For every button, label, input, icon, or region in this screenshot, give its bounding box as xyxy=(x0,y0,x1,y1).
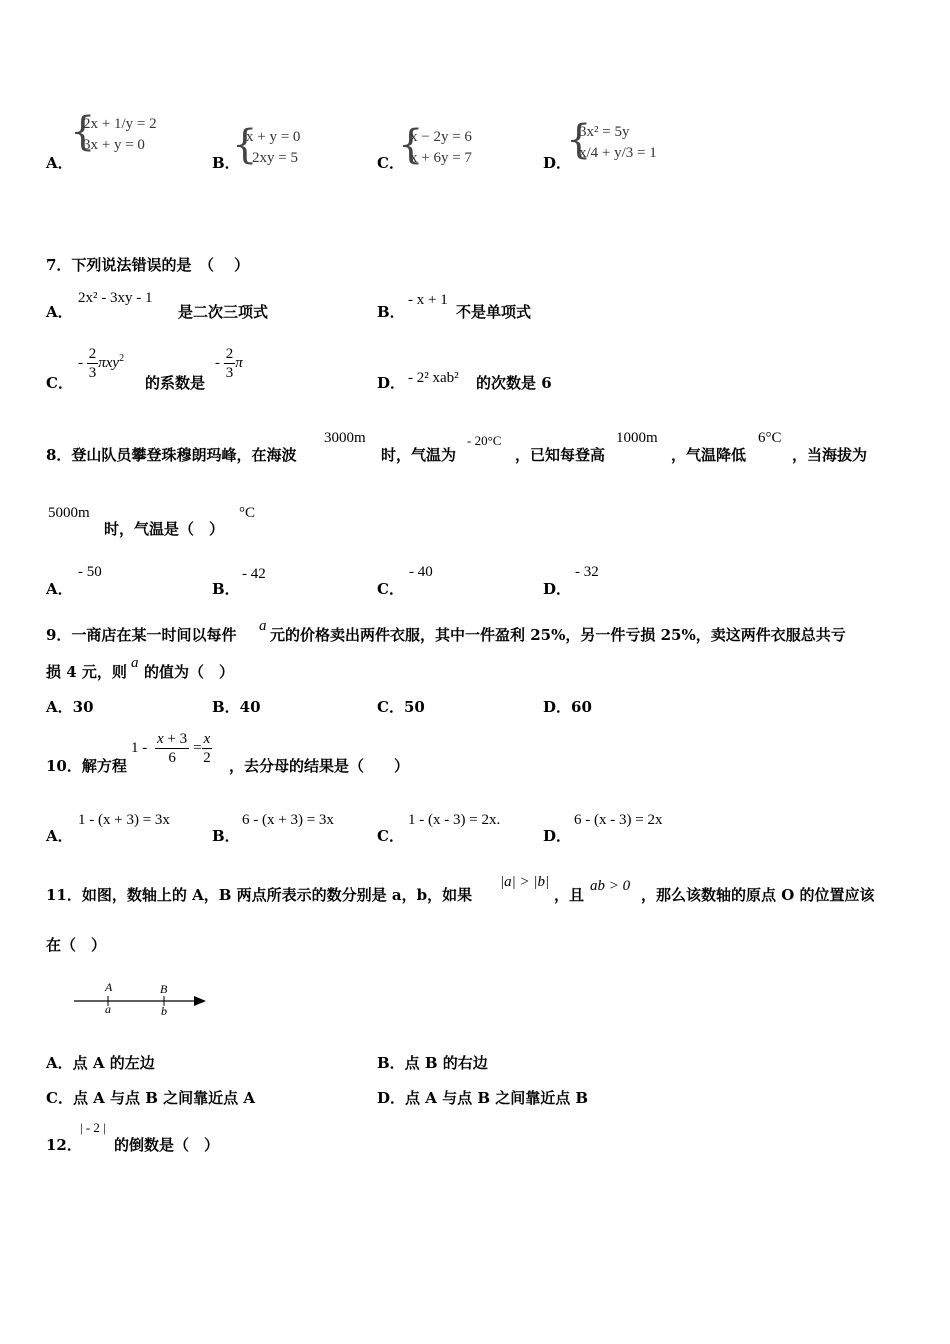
q8-altitude-5000: 5000m xyxy=(48,505,90,521)
q8-option-a-label[interactable]: A． xyxy=(46,580,73,598)
axis-label-A: A xyxy=(105,980,113,994)
q8-option-d-value: - 32 xyxy=(575,564,599,580)
q10-equation: 1 - $\frac{x + 3}{6}$ = $\frac{x}{2}$ xyxy=(131,731,211,766)
q8-text-1: 8．登山队员攀登珠穆朗玛峰，在海波 xyxy=(46,446,297,464)
q9-text-1a: 9．一商店在某一时间以每件 xyxy=(46,626,237,644)
q11-number-line xyxy=(70,978,210,1022)
q8-text-2: 时，气温为 xyxy=(381,446,457,464)
q6-d-line1: 3x² = 5y xyxy=(579,124,630,140)
q9-text-2b: 的值为（ ） xyxy=(144,663,235,681)
q8-altitude-1000: 1000m xyxy=(616,430,658,446)
q8-temperature-minus20: - 20°C xyxy=(467,433,502,448)
q11-text-3: ，那么该数轴的原点 O 的位置应该 xyxy=(641,886,875,904)
q10-text-2: ，去分母的结果是（ ） xyxy=(229,757,410,775)
q8-option-b-label[interactable]: B． xyxy=(212,580,240,598)
q6-a-line2: 3x + y = 0 xyxy=(83,137,145,153)
q8-option-d-label[interactable]: D． xyxy=(543,580,572,598)
q6-a-brace: { xyxy=(70,109,96,155)
q11-option-a[interactable]: A．点 A 的左边 xyxy=(46,1054,155,1072)
q7-option-a-math: 2x² - 3xy - 1 xyxy=(78,290,153,306)
q8-unit-celsius: °C xyxy=(239,505,256,521)
q7-option-c-text: 的系数是 xyxy=(145,374,206,392)
q10-option-a-math: 1 - (x + 3) = 3x xyxy=(78,812,170,828)
q7-option-b-text: 不是单项式 xyxy=(456,303,532,321)
q7-option-d-label[interactable]: D． xyxy=(377,374,406,392)
q9-option-d[interactable]: D．60 xyxy=(543,698,592,716)
q9-variable-a: a xyxy=(259,618,267,634)
q7-option-a-label[interactable]: A． xyxy=(46,303,73,321)
q7-option-a-text: 是二次三项式 xyxy=(178,303,269,321)
q6-d-line2: x/4 + y/3 = 1 xyxy=(579,145,657,161)
q7-option-b-math: - x + 1 xyxy=(408,292,448,308)
q6-b-brace: { xyxy=(232,122,258,168)
q11-condition-product: ab > 0 xyxy=(590,878,631,894)
q7-option-c-coefficient-expr: - $\frac{2}{3}$ πxy$^2$ xyxy=(78,346,125,381)
q11-option-b[interactable]: B．点 B 的右边 xyxy=(377,1054,488,1072)
q9-option-c[interactable]: C．50 xyxy=(377,698,425,716)
q6-a-line1: 2x + 1/y = 2 xyxy=(83,116,157,132)
q6-c-line1: x − 2y = 6 xyxy=(410,129,472,145)
q6-option-d-system xyxy=(579,122,657,164)
q6-option-c-label[interactable]: C． xyxy=(377,154,404,172)
q11-text-2: ，且 xyxy=(554,886,585,904)
q7-option-b-label[interactable]: B． xyxy=(377,303,405,321)
q6-c-line2: x + 6y = 7 xyxy=(410,150,472,166)
q11-condition-abs: |a| > |b| xyxy=(500,874,550,890)
q9-text-1b: 元的价格卖出两件衣服，其中一件盈利 25%，另一件亏损 25%，卖这两件衣服总共亏 xyxy=(270,626,846,644)
q8-option-c-value: - 40 xyxy=(409,564,433,580)
q7-option-c-coefficient-value: - $\frac{2}{3}$ π xyxy=(215,346,243,381)
q11-option-c[interactable]: C．点 A 与点 B 之间靠近点 A xyxy=(46,1089,256,1107)
q6-option-b-system xyxy=(246,127,300,169)
q10-option-b-math: 6 - (x + 3) = 3x xyxy=(242,812,334,828)
q10-option-c-label[interactable]: C． xyxy=(377,827,404,845)
q10-option-b-label[interactable]: B． xyxy=(212,827,240,845)
axis-label-B: B xyxy=(160,982,168,996)
q8-text-4: ，气温降低 xyxy=(671,446,747,464)
q8-text-6: 时，气温是（ ） xyxy=(104,520,225,538)
q6-option-a-label[interactable]: A． xyxy=(46,154,73,172)
q8-text-3: ，已知每登高 xyxy=(515,446,606,464)
q11-text-1: 11．如图，数轴上的 A，B 两点所表示的数分别是 a，b，如果 xyxy=(46,886,473,904)
q9-option-a[interactable]: A．30 xyxy=(46,698,94,716)
number-line-arrow-icon xyxy=(194,996,206,1006)
q8-option-a-value: - 50 xyxy=(78,564,102,580)
q9-option-b[interactable]: B．40 xyxy=(212,698,261,716)
q8-altitude-3000: 3000m xyxy=(324,430,366,446)
q12-text-1: 12． xyxy=(46,1136,82,1154)
q12-text-2: 的倒数是（ ） xyxy=(114,1136,220,1154)
q6-b-line1: x + y = 0 xyxy=(246,129,301,145)
q8-temperature-drop: 6°C xyxy=(758,430,782,446)
q7-option-d-text: 的次数是 6 xyxy=(476,374,552,392)
q6-option-c-system xyxy=(410,127,472,169)
q9-text-2a: 损 4 元，则 xyxy=(46,663,127,681)
q10-option-d-math: 6 - (x - 3) = 2x xyxy=(574,812,663,828)
axis-label-b: b xyxy=(161,1004,167,1018)
q6-b-line2: 2xy = 5 xyxy=(252,150,298,166)
q8-text-5: ，当海拔为 xyxy=(792,446,868,464)
q7-option-c-label[interactable]: C． xyxy=(46,374,73,392)
q8-option-c-label[interactable]: C． xyxy=(377,580,404,598)
q10-option-a-label[interactable]: A． xyxy=(46,827,73,845)
q10-option-d-label[interactable]: D． xyxy=(543,827,572,845)
q7-stem: 7．下列说法错误的是 （ ） xyxy=(46,256,250,274)
q6-c-brace: { xyxy=(398,122,424,168)
q10-text-1: 10．解方程 xyxy=(46,757,127,775)
q11-text-4: 在（ ） xyxy=(46,936,107,954)
q6-option-d-label[interactable]: D． xyxy=(543,154,572,172)
q7-option-d-math: - 2² xab² xyxy=(408,370,459,386)
q11-option-d[interactable]: D．点 A 与点 B 之间靠近点 B xyxy=(377,1089,589,1107)
q8-option-b-value: - 42 xyxy=(242,566,266,582)
q10-option-c-math: 1 - (x - 3) = 2x. xyxy=(408,812,501,828)
axis-label-a: a xyxy=(105,1002,111,1016)
q6-d-brace: { xyxy=(566,117,592,163)
q6-option-b-label[interactable]: B． xyxy=(212,154,240,172)
q6-option-a-system xyxy=(83,114,157,156)
q9-variable-a-2: a xyxy=(131,655,139,671)
q12-absolute-value: | - 2 | xyxy=(80,1120,106,1135)
